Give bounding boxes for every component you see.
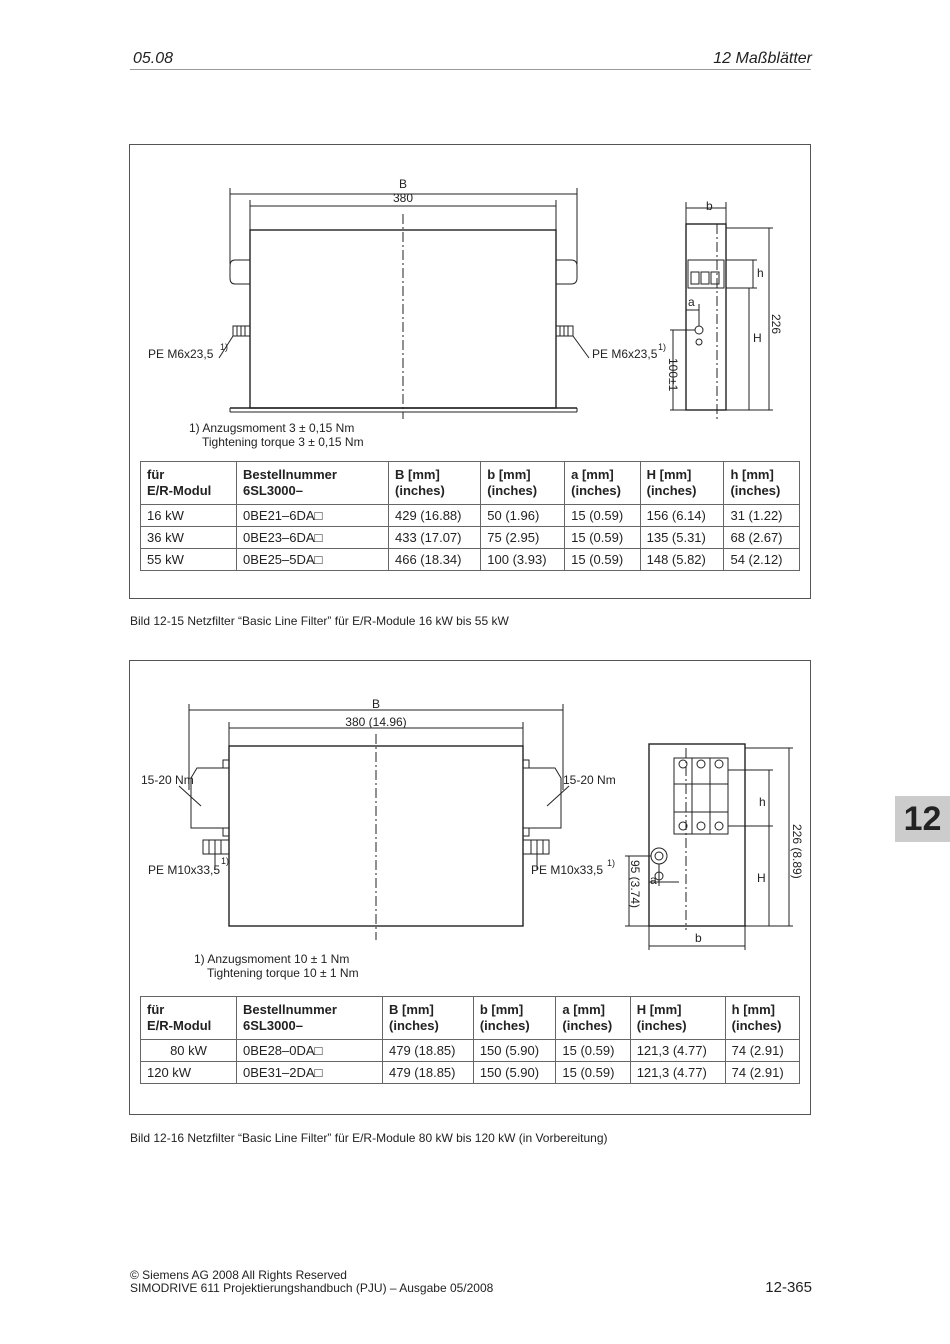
col-header-b: b [mm] (inches) xyxy=(473,997,556,1040)
table-row xyxy=(141,1062,800,1084)
dim-380: 380 xyxy=(392,191,414,205)
footnote-mark-right: 1) xyxy=(658,342,667,352)
header-date: 05.08 xyxy=(133,50,174,67)
table-row xyxy=(141,1040,800,1062)
dim-H: H xyxy=(753,331,762,345)
cell-module: 16 kW xyxy=(141,505,237,527)
cell-module: 120 kW xyxy=(141,1062,237,1084)
cell-h: 74 (2.91) xyxy=(725,1062,799,1084)
col-header-h: h [mm] (inches) xyxy=(725,997,799,1040)
col-header-order-no: Bestellnummer 6SL3000– xyxy=(237,462,389,505)
dim-h: h xyxy=(759,795,766,809)
dim-b: b xyxy=(706,199,713,213)
cell-b: 100 (3.93) xyxy=(481,549,565,571)
dim-h: h xyxy=(757,266,764,280)
torque-right-label: 15-20 Nm xyxy=(563,773,616,787)
table-header-row xyxy=(141,997,800,1040)
cell-B: 466 (18.34) xyxy=(389,549,481,571)
col-header-h: h [mm] (inches) xyxy=(724,462,800,505)
cell-H: 121,3 (4.77) xyxy=(630,1062,725,1084)
dim-380: 380 (14.96) xyxy=(345,715,407,729)
footer-title: SIMODRIVE 611 Projektierungshandbuch (PJU) – Ausgabe 05/2008 xyxy=(130,1281,494,1295)
cell-B: 479 (18.85) xyxy=(383,1040,474,1062)
cell-a: 15 (0.59) xyxy=(556,1040,630,1062)
dim-95: 95 (3.74) xyxy=(628,860,642,909)
cell-B: 429 (16.88) xyxy=(389,505,481,527)
footnote-mark-left: 1) xyxy=(221,856,230,866)
header-chapter: 12 Maßblätter xyxy=(713,50,812,67)
cell-module: 55 kW xyxy=(141,549,237,571)
figure-1-table xyxy=(140,461,800,571)
cell-order-no: 0BE31–2DA□ xyxy=(237,1062,383,1084)
torque-left-label: 15-20 Nm xyxy=(141,773,194,787)
dim-B: B xyxy=(398,177,408,191)
cell-a: 15 (0.59) xyxy=(565,505,640,527)
pe-left-label: PE M6x23,5 xyxy=(148,347,214,361)
figure-2-table xyxy=(140,996,800,1084)
cell-H: 121,3 (4.77) xyxy=(630,1040,725,1062)
table-row xyxy=(141,505,800,527)
cell-order-no: 0BE25–5DA□ xyxy=(237,549,389,571)
cell-order-no: 0BE28–0DA□ xyxy=(237,1040,383,1062)
cell-b: 150 (5.90) xyxy=(473,1040,556,1062)
header-rule xyxy=(130,69,811,70)
col-header-B: B [mm] (inches) xyxy=(389,462,481,505)
cell-h: 31 (1.22) xyxy=(724,505,800,527)
dim-226: 226 xyxy=(769,314,783,335)
cell-order-no: 0BE23–6DA□ xyxy=(237,527,389,549)
cell-B: 479 (18.85) xyxy=(383,1062,474,1084)
cell-H: 135 (5.31) xyxy=(640,527,724,549)
cell-module: 80 kW xyxy=(141,1040,237,1062)
dim-100: 100±1 xyxy=(666,358,680,392)
pe-left-label: PE M10x33,5 xyxy=(148,863,221,877)
dim-a: a xyxy=(650,873,657,887)
cell-b: 75 (2.95) xyxy=(481,527,565,549)
dim-H: H xyxy=(757,871,766,885)
page-number: 12-365 xyxy=(765,1279,812,1296)
cell-B: 433 (17.07) xyxy=(389,527,481,549)
table-header-row xyxy=(141,462,800,505)
col-header-module: für E/R-Modul xyxy=(141,997,237,1040)
footer-copyright: © Siemens AG 2008 All Rights Reserved xyxy=(130,1268,347,1282)
cell-h: 68 (2.67) xyxy=(724,527,800,549)
col-header-a: a [mm] (inches) xyxy=(556,997,630,1040)
figure-1-note-2: Tightening torque 3 ± 0,15 Nm xyxy=(202,435,364,449)
col-header-order-no: Bestellnummer 6SL3000– xyxy=(237,997,383,1040)
chapter-tab: 12 xyxy=(895,796,950,842)
cell-a: 15 (0.59) xyxy=(556,1062,630,1084)
col-header-module: für E/R-Modul xyxy=(141,462,237,505)
footnote-mark-right: 1) xyxy=(607,858,616,868)
cell-H: 148 (5.82) xyxy=(640,549,724,571)
footnote-mark-left: 1) xyxy=(220,342,229,352)
table-row xyxy=(141,549,800,571)
table-row xyxy=(141,527,800,549)
figure-1-caption: Bild 12-15 Netzfilter “Basic Line Filter” für E/R-Module 16 kW bis 55 kW xyxy=(130,614,509,628)
cell-h: 54 (2.12) xyxy=(724,549,800,571)
dim-b: b xyxy=(695,931,702,945)
figure-1-drawing xyxy=(129,144,811,454)
cell-H: 156 (6.14) xyxy=(640,505,724,527)
figure-2-note-2: Tightening torque 10 ± 1 Nm xyxy=(207,966,359,980)
cell-a: 15 (0.59) xyxy=(565,549,640,571)
dim-a: a xyxy=(688,295,695,309)
col-header-H: H [mm] (inches) xyxy=(630,997,725,1040)
dim-B: B xyxy=(371,697,381,711)
cell-b: 150 (5.90) xyxy=(473,1062,556,1084)
col-header-b: b [mm] (inches) xyxy=(481,462,565,505)
figure-2-drawing xyxy=(129,660,811,950)
cell-h: 74 (2.91) xyxy=(725,1040,799,1062)
col-header-H: H [mm] (inches) xyxy=(640,462,724,505)
dim-226: 226 (8.89) xyxy=(790,824,804,879)
pe-right-label: PE M10x33,5 xyxy=(531,863,604,877)
figure-2-caption: Bild 12-16 Netzfilter “Basic Line Filter” für E/R-Module 80 kW bis 120 kW (in Vorbereitung) xyxy=(130,1131,608,1145)
cell-module: 36 kW xyxy=(141,527,237,549)
figure-2-note-1: 1) Anzugsmoment 10 ± 1 Nm xyxy=(194,952,350,966)
pe-right-label: PE M6x23,5 xyxy=(592,347,658,361)
cell-order-no: 0BE21–6DA□ xyxy=(237,505,389,527)
col-header-B: B [mm] (inches) xyxy=(383,997,474,1040)
cell-a: 15 (0.59) xyxy=(565,527,640,549)
col-header-a: a [mm] (inches) xyxy=(565,462,640,505)
figure-1-note-1: 1) Anzugsmoment 3 ± 0,15 Nm xyxy=(189,421,355,435)
cell-b: 50 (1.96) xyxy=(481,505,565,527)
